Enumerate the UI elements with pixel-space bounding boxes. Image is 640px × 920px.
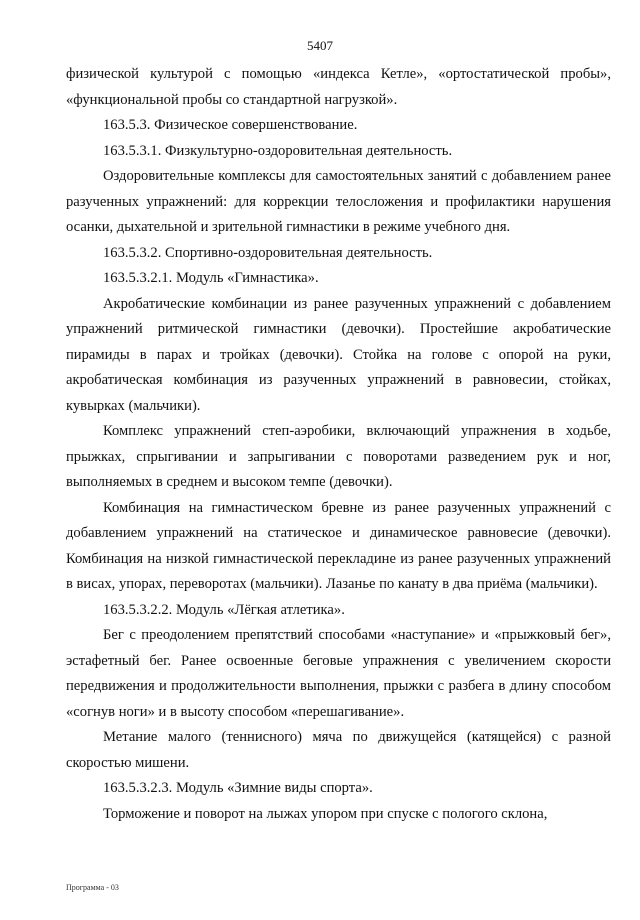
paragraph-balance-beam: Комбинация на гимнастическом бревне из ранее разученных упражнений с добавлением упражнений на статическое и динамическое равновесие (девочки). Комбинация на низкой гимнастической перекладине из ранее разученных упражнений в висах, упорах, переворотах (мальчики). Лазанье по канату в два приёма (мальчики). [66, 499, 611, 592]
paragraph-step-aerobics: Комплекс упражнений степ-аэробики, включающий упражнения в ходьбе, прыжках, спрыгивании и запрыгивании с поворотами разведением рук и ног, выполняемых в среднем и высоком темпе (девочки). [66, 423, 611, 490]
paragraph-health-complexes: Оздоровительные комплексы для самостоятельных занятий с добавлением ранее разученных упражнений: для коррекции телосложения и профилактики нарушения осанки, дыхательной и зрительной гимнастики в режиме учебного дня. [66, 168, 611, 235]
section-heading-fitness-activity: 163.5.3.1. Физкультурно-оздоровительная деятельность. [103, 142, 453, 159]
paragraph-continuation: физической культурой с помощью «индекса Кетле», «ортостатической пробы», «функциональной пробы со стандартной нагрузкой». [66, 66, 611, 108]
section-heading-winter-sports-module: 163.5.3.2.3. Модуль «Зимние виды спорта». [103, 780, 373, 796]
page-number: 5407 [307, 38, 333, 53]
section-heading-physical-improvement: 163.5.3. Физическое совершенствование. [103, 117, 358, 133]
paragraph-skiing: Торможение и поворот на лыжах упором при спуске с пологого склона, [103, 805, 548, 822]
document-body [66, 62, 611, 827]
section-heading-gymnastics-module: 163.5.3.2.1. Модуль «Гимнастика». [103, 270, 319, 286]
paragraph-acrobatics: Акробатические комбинации из ранее разученных упражнений с добавлением упражнений ритмической гимнастики (девочки). Простейшие акробатические пирамиды в парах и тройках (девочки). Стойка на голове с опорой на руки, акробатическая комбинация из разученных упражнений в равновесии, стойках, кувырках (мальчики). [66, 295, 611, 414]
section-heading-sports-activity: 163.5.3.2. Спортивно-оздоровительная деятельность. [103, 244, 433, 261]
paragraph-ball-throwing: Метание малого (теннисного) мяча по движущейся (катящейся) с разной скоростью мишени. [66, 729, 611, 771]
page-footer: Программа - 03 [66, 883, 119, 892]
section-heading-athletics-module: 163.5.3.2.2. Модуль «Лёгкая атлетика». [103, 601, 345, 618]
paragraph-running: Бег с преодолением препятствий способами «наступание» и «прыжковый бег», эстафетный бег. Ранее освоенные беговые упражнения с увеличением скорости передвижения и продолжительности выполнения, прыжки с разбега в длину способом «согнув ноги» и в высоту способом «перешагивание». [66, 627, 611, 720]
